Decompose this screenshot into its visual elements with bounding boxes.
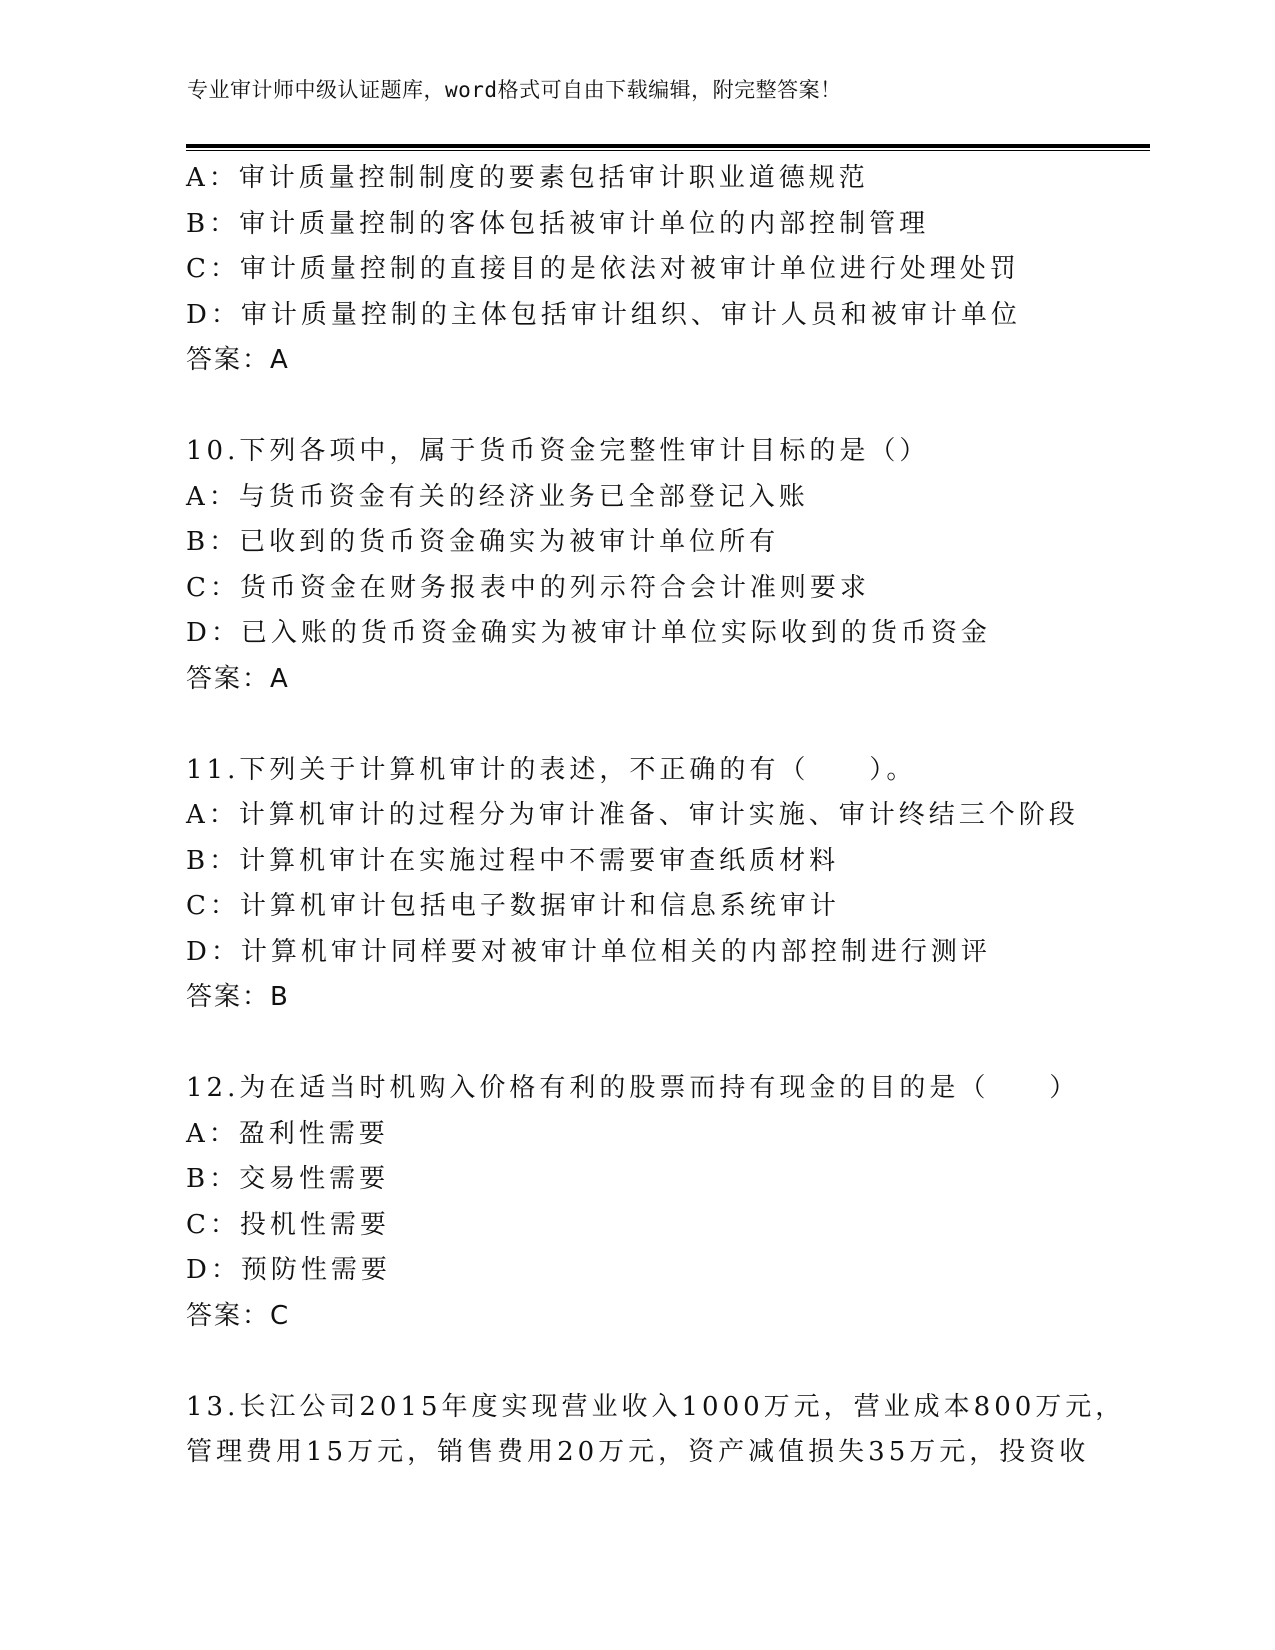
option-line: A：审计质量控制制度的要素包括审计职业道德规范 [186, 163, 869, 193]
header-rule-thin [186, 150, 1150, 151]
option-line: B：交易性需要 [186, 1164, 390, 1194]
option-line: D：已入账的货币资金确实为被审计单位实际收到的货币资金 [186, 618, 991, 648]
question-stem: 13.长江公司2015年度实现营业收入1000万元，营业成本800万元， [186, 1391, 1126, 1422]
answer-line: 答案：A [186, 345, 290, 375]
document-body [186, 156, 1126, 1476]
option-line: C：投机性需要 [186, 1209, 390, 1240]
question-block [186, 1385, 1126, 1476]
answer-line: 答案：A [186, 663, 290, 694]
question-block [186, 156, 1126, 384]
option-line: A：盈利性需要 [186, 1118, 389, 1149]
option-line: D：预防性需要 [186, 1255, 391, 1285]
option-line: B：审计质量控制的客体包括被审计单位的内部控制管理 [186, 208, 930, 239]
option-line: A：计算机审计的过程分为审计准备、审计实施、审计终结三个阶段 [186, 800, 1079, 830]
question-stem: 10.下列各项中，属于货币资金完整性审计目标的是（） [186, 436, 930, 466]
question-stem: 12.为在适当时机购入价格有利的股票而持有现金的目的是（ ） [186, 1073, 1080, 1103]
answer-line: 答案：B [186, 982, 290, 1012]
option-line: C：审计质量控制的直接目的是依法对被审计单位进行处理处罚 [186, 254, 1020, 284]
question-block [186, 1066, 1126, 1339]
question-stem: 11.下列关于计算机审计的表述，不正确的有（ ）。 [186, 754, 917, 785]
option-line: D：计算机审计同样要对被审计单位相关的内部控制进行测评 [186, 936, 991, 967]
option-line: B：计算机审计在实施过程中不需要审查纸质材料 [186, 845, 840, 876]
document-header: 专业审计师中级认证题库，word格式可自由下载编辑，附完整答案！ [187, 78, 842, 102]
question-stem-continued: 管理费用15万元，销售费用20万元，资产减值损失35万元，投资收 [186, 1437, 1090, 1467]
option-line: C：计算机审计包括电子数据审计和信息系统审计 [186, 891, 840, 921]
option-line: B：已收到的货币资金确实为被审计单位所有 [186, 527, 780, 557]
answer-line: 答案：C [186, 1300, 291, 1331]
header-rule-thick [186, 144, 1150, 148]
option-line: D：审计质量控制的主体包括审计组织、审计人员和被审计单位 [186, 299, 1021, 330]
question-block [186, 748, 1126, 1021]
option-line: C：货币资金在财务报表中的列示符合会计准则要求 [186, 572, 870, 603]
option-line: A：与货币资金有关的经济业务已全部登记入账 [186, 481, 809, 512]
question-block [186, 429, 1126, 702]
